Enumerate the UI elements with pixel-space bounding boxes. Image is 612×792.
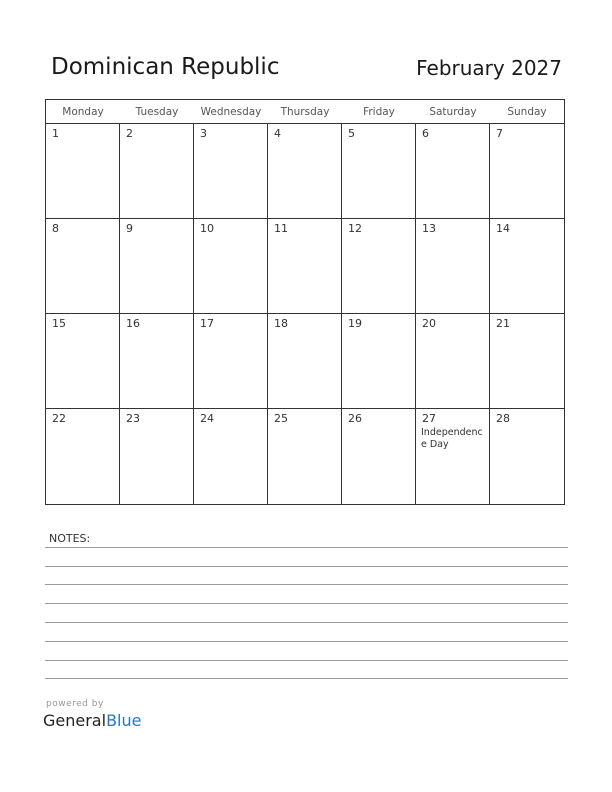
day-number: 27 xyxy=(422,412,436,425)
day-cell xyxy=(416,409,490,504)
day-cell xyxy=(46,124,120,219)
day-cell xyxy=(490,124,564,219)
day-number: 13 xyxy=(422,222,436,235)
day-cell xyxy=(120,219,194,314)
notes-line xyxy=(45,678,568,679)
weekday-header: Tuesday xyxy=(120,100,194,124)
day-cell xyxy=(342,124,416,219)
notes-line xyxy=(45,641,568,642)
notes-line xyxy=(45,660,568,661)
day-number: 15 xyxy=(52,317,66,330)
day-cell xyxy=(268,409,342,504)
day-cell xyxy=(120,314,194,409)
weekday-header: Friday xyxy=(342,100,416,124)
day-cell xyxy=(120,409,194,504)
day-cell xyxy=(342,314,416,409)
day-cell xyxy=(268,314,342,409)
day-number: 25 xyxy=(274,412,288,425)
day-cell xyxy=(194,124,268,219)
day-cell xyxy=(268,219,342,314)
day-number: 20 xyxy=(422,317,436,330)
day-number: 1 xyxy=(52,127,59,140)
notes-line xyxy=(45,603,568,604)
logo-general: General xyxy=(43,711,107,730)
month-title: February 2027 xyxy=(416,56,562,80)
generalblue-logo xyxy=(43,711,141,730)
day-cell xyxy=(46,409,120,504)
day-cell xyxy=(490,409,564,504)
day-number: 10 xyxy=(200,222,214,235)
weekday-header: Sunday xyxy=(490,100,564,124)
country-title: Dominican Republic xyxy=(51,54,280,80)
day-number: 6 xyxy=(422,127,429,140)
day-number: 18 xyxy=(274,317,288,330)
day-cell xyxy=(416,219,490,314)
day-cell xyxy=(120,124,194,219)
day-number: 7 xyxy=(496,127,503,140)
day-cell xyxy=(194,219,268,314)
day-number: 3 xyxy=(200,127,207,140)
day-cell xyxy=(194,314,268,409)
weekday-header: Monday xyxy=(46,100,120,124)
day-cell xyxy=(46,219,120,314)
day-number: 23 xyxy=(126,412,140,425)
day-number: 12 xyxy=(348,222,362,235)
day-number: 16 xyxy=(126,317,140,330)
day-number: 2 xyxy=(126,127,133,140)
holiday-label: Independence Day xyxy=(421,427,483,450)
day-number: 8 xyxy=(52,222,59,235)
day-cell xyxy=(490,219,564,314)
day-number: 9 xyxy=(126,222,133,235)
day-number: 26 xyxy=(348,412,362,425)
day-cell xyxy=(342,409,416,504)
day-cell xyxy=(342,219,416,314)
day-number: 28 xyxy=(496,412,510,425)
day-number: 21 xyxy=(496,317,510,330)
day-number: 4 xyxy=(274,127,281,140)
logo-blue: Blue xyxy=(106,711,142,730)
weekday-header: Saturday xyxy=(416,100,490,124)
day-number: 5 xyxy=(348,127,355,140)
powered-by-text: powered by xyxy=(46,699,104,709)
calendar-grid xyxy=(45,99,565,505)
day-cell xyxy=(268,124,342,219)
day-number: 17 xyxy=(200,317,214,330)
weekday-header: Wednesday xyxy=(194,100,268,124)
notes-label: NOTES: xyxy=(49,532,91,545)
notes-line xyxy=(45,622,568,623)
day-number: 14 xyxy=(496,222,510,235)
day-number: 19 xyxy=(348,317,362,330)
day-cell xyxy=(416,314,490,409)
day-number: 22 xyxy=(52,412,66,425)
day-cell xyxy=(416,124,490,219)
day-cell xyxy=(490,314,564,409)
day-number: 11 xyxy=(274,222,288,235)
weekday-header: Thursday xyxy=(268,100,342,124)
notes-line xyxy=(45,547,568,548)
day-cell xyxy=(194,409,268,504)
day-cell xyxy=(46,314,120,409)
notes-line xyxy=(45,584,568,585)
day-number: 24 xyxy=(200,412,214,425)
notes-line xyxy=(45,566,568,567)
